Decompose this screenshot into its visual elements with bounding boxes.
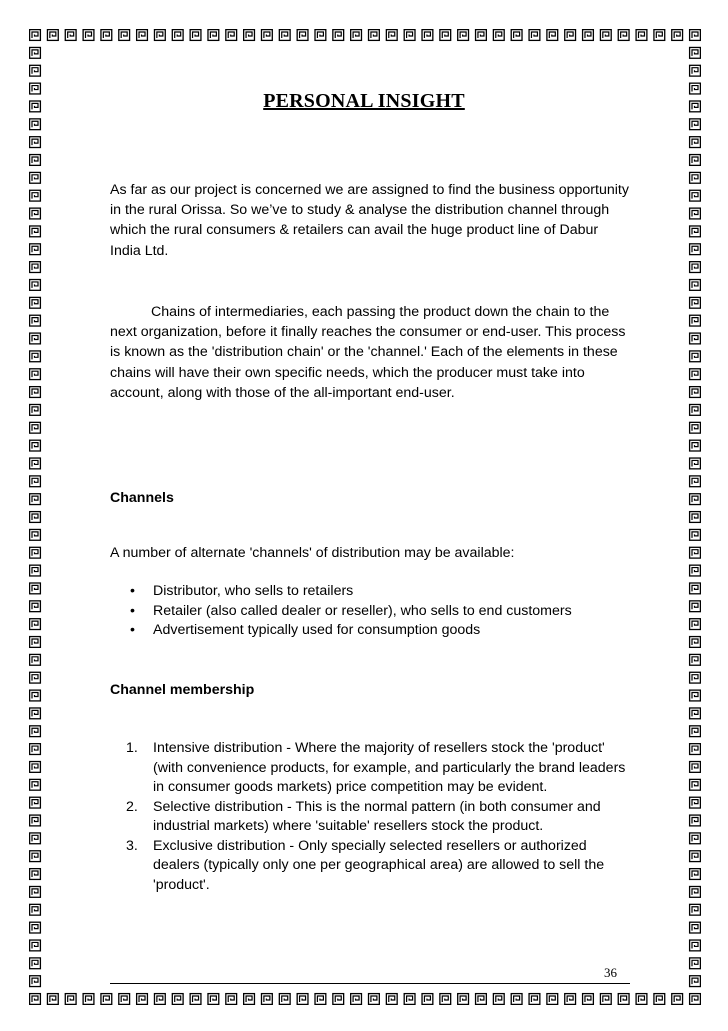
border-tile-icon: [654, 994, 665, 1005]
border-tile-icon: [261, 994, 272, 1005]
border-tile-icon: [690, 940, 701, 951]
border-tile-icon: [208, 994, 219, 1005]
border-tile-icon: [690, 404, 701, 415]
border-tile-icon: [690, 654, 701, 665]
border-tile-icon: [690, 833, 701, 844]
border-tile-icon: [690, 529, 701, 540]
border-tile-icon: [404, 30, 415, 41]
border-tile-icon: [690, 422, 701, 433]
border-tile-icon: [30, 690, 41, 701]
border-tile-icon: [458, 30, 469, 41]
border-tile-icon: [279, 30, 290, 41]
border-tile-icon: [261, 30, 272, 41]
list-item: • Distributor, who sells to retailers: [110, 582, 572, 602]
border-tile-icon: [690, 47, 701, 58]
list-number: 2.: [126, 798, 138, 815]
border-tile-icon: [690, 458, 701, 469]
border-tile-icon: [30, 779, 41, 790]
border-tile-icon: [30, 547, 41, 558]
border-tile-icon: [636, 994, 647, 1005]
border-tile-icon: [690, 226, 701, 237]
border-tile-icon: [351, 994, 362, 1005]
border-tile-icon: [422, 994, 433, 1005]
border-tile-icon: [690, 726, 701, 737]
membership-numbered-list: [110, 739, 630, 895]
border-tile-icon: [690, 869, 701, 880]
border-tile-icon: [30, 476, 41, 487]
border-tile-icon: [30, 30, 41, 41]
border-tile-icon: [30, 637, 41, 648]
border-tile-icon: [690, 476, 701, 487]
border-tile-icon: [690, 494, 701, 505]
border-tile-icon: [30, 726, 41, 737]
border-tile-icon: [600, 994, 611, 1005]
border-tile-icon: [440, 30, 451, 41]
border-tile-icon: [30, 172, 41, 183]
border-tile-icon: [30, 762, 41, 773]
border-tile-icon: [690, 315, 701, 326]
border-tile-icon: [30, 851, 41, 862]
border-tile-icon: [351, 30, 362, 41]
list-item: • Retailer (also called dealer or reseller), who sells to end customers: [110, 602, 572, 622]
border-tile-icon: [137, 994, 148, 1005]
border-tile-icon: [690, 904, 701, 915]
border-tile-icon: [690, 565, 701, 576]
border-tile-icon: [30, 387, 41, 398]
border-tile-icon: [386, 30, 397, 41]
border-tile-icon: [47, 994, 58, 1005]
border-tile-icon: [690, 690, 701, 701]
border-tile-icon: [654, 30, 665, 41]
border-tile-icon: [30, 869, 41, 880]
border-tile-icon: [30, 494, 41, 505]
border-tile-icon: [404, 994, 415, 1005]
border-tile-icon: [493, 994, 504, 1005]
border-tile-icon: [690, 976, 701, 987]
border-tile-icon: [690, 744, 701, 755]
border-tile-icon: [30, 119, 41, 130]
border-tile-icon: [386, 994, 397, 1005]
border-tile-icon: [30, 226, 41, 237]
border-tile-icon: [30, 315, 41, 326]
list-item: • Advertisement typically used for consumption goods: [110, 621, 572, 641]
border-tile-icon: [690, 119, 701, 130]
border-tile-icon: [30, 333, 41, 344]
border-tile-icon: [30, 47, 41, 58]
border-tile-icon: [529, 994, 540, 1005]
border-tile-icon: [690, 440, 701, 451]
border-tile-icon: [30, 904, 41, 915]
footer-rule: [110, 983, 630, 984]
paragraph-distribution-chain: Chains of intermediaries, each passing the product down the chain to the next organization, before it finally reaches the consumer or end-user. This process is known as the 'distribution chain' or the 'channel.' Each of the elements in these chains will have their own specific needs, which the producer must take into account, along with those of the all-important end-user.: [110, 304, 626, 401]
border-tile-icon: [476, 994, 487, 1005]
border-tile-icon: [30, 601, 41, 612]
border-tile-icon: [565, 994, 576, 1005]
border-tile-icon: [30, 404, 41, 415]
border-tile-icon: [101, 30, 112, 41]
border-tile-icon: [690, 244, 701, 255]
border-tile-icon: [30, 458, 41, 469]
list-item: 2. Selective distribution - This is the normal pattern (in both consumer and industrial markets) where 'suitable' resellers stock the product.: [126, 798, 601, 834]
border-tile-icon: [690, 958, 701, 969]
border-tile-icon: [297, 30, 308, 41]
border-tile-icon: [618, 30, 629, 41]
border-tile-icon: [47, 30, 58, 41]
border-tile-icon: [83, 30, 94, 41]
border-tile-icon: [315, 994, 326, 1005]
border-tile-icon: [226, 30, 237, 41]
border-tile-icon: [30, 280, 41, 291]
border-tile-icon: [690, 619, 701, 630]
border-tile-icon: [30, 137, 41, 148]
border-tile-icon: [440, 994, 451, 1005]
border-tile-icon: [672, 30, 683, 41]
border-tile-icon: [30, 65, 41, 76]
border-tile-icon: [547, 994, 558, 1005]
border-tile-icon: [190, 994, 201, 1005]
border-tile-icon: [690, 155, 701, 166]
border-tile-icon: [65, 994, 76, 1005]
border-tile-icon: [618, 994, 629, 1005]
border-tile-icon: [690, 208, 701, 219]
border-tile-icon: [690, 922, 701, 933]
border-tile-icon: [30, 672, 41, 683]
border-tile-icon: [600, 30, 611, 41]
border-tile-icon: [690, 333, 701, 344]
border-tile-icon: [690, 65, 701, 76]
border-tile-icon: [565, 30, 576, 41]
border-tile-icon: [30, 208, 41, 219]
border-tile-icon: [30, 922, 41, 933]
border-tile-icon: [30, 976, 41, 987]
border-tile-icon: [333, 30, 344, 41]
border-tile-icon: [315, 30, 326, 41]
border-tile-icon: [244, 994, 255, 1005]
border-tile-icon: [369, 30, 380, 41]
list-item: 1. Intensive distribution - Where the majority of resellers stock the 'product' (with convenience products, for example, and particularly the brand leaders in consumer goods markets) price competition may be evident.: [126, 740, 626, 795]
border-tile-icon: [690, 779, 701, 790]
border-tile-icon: [458, 994, 469, 1005]
border-tile-icon: [690, 851, 701, 862]
border-tile-icon: [30, 262, 41, 273]
border-tile-icon: [30, 619, 41, 630]
border-tile-icon: [690, 886, 701, 897]
border-tile-icon: [226, 994, 237, 1005]
border-tile-icon: [690, 280, 701, 291]
bullet-icon: •: [130, 583, 135, 599]
border-tile-icon: [119, 30, 130, 41]
border-tile-icon: [493, 30, 504, 41]
section-heading-channels: Channels: [110, 490, 174, 506]
bullet-icon: •: [130, 622, 135, 638]
border-tile-icon: [30, 940, 41, 951]
border-tile-icon: [583, 30, 594, 41]
border-tile-icon: [690, 137, 701, 148]
page-title: PERSONAL INSIGHT: [263, 90, 465, 112]
border-tile-icon: [208, 30, 219, 41]
border-tile-icon: [154, 994, 165, 1005]
list-number: 1.: [126, 740, 138, 756]
border-tile-icon: [690, 512, 701, 523]
border-tile-icon: [154, 30, 165, 41]
border-tile-icon: [690, 797, 701, 808]
list-number: 3.: [126, 837, 138, 854]
list-item: 3. Exclusive distribution - Only specially selected resellers or authorized dealers (typically only one per geographical area) are allowed to sell the 'product'.: [126, 837, 605, 893]
border-tile-icon: [690, 994, 701, 1005]
border-tile-icon: [30, 512, 41, 523]
border-tile-icon: [30, 815, 41, 826]
border-tile-icon: [690, 762, 701, 773]
border-tile-icon: [190, 30, 201, 41]
border-tile-icon: [583, 994, 594, 1005]
border-tile-icon: [30, 797, 41, 808]
border-tile-icon: [172, 30, 183, 41]
border-tile-icon: [30, 351, 41, 362]
border-tile-icon: [690, 547, 701, 558]
border-tile-icon: [690, 583, 701, 594]
border-tile-icon: [422, 30, 433, 41]
border-tile-icon: [30, 833, 41, 844]
border-tile-icon: [101, 994, 112, 1005]
border-tile-icon: [119, 994, 130, 1005]
border-tile-icon: [30, 654, 41, 665]
border-tile-icon: [30, 529, 41, 540]
border-tile-icon: [690, 815, 701, 826]
border-tile-icon: [511, 994, 522, 1005]
paragraph-intro: As far as our project is concerned we are assigned to find the business opportunity in the rural Orissa. So we’ve to study & analyse the distribution channel through which the rural consumers & retailers can avail the huge product line of Dabur India Ltd.: [110, 182, 629, 259]
border-tile-icon: [476, 30, 487, 41]
border-tile-icon: [672, 994, 683, 1005]
border-tile-icon: [690, 637, 701, 648]
border-tile-icon: [30, 958, 41, 969]
border-tile-icon: [547, 30, 558, 41]
border-tile-icon: [30, 565, 41, 576]
border-tile-icon: [690, 172, 701, 183]
border-tile-icon: [297, 994, 308, 1005]
border-tile-icon: [636, 30, 647, 41]
border-tile-icon: [690, 190, 701, 201]
border-tile-icon: [30, 369, 41, 380]
border-tile-icon: [690, 387, 701, 398]
border-tile-icon: [690, 708, 701, 719]
border-tile-icon: [30, 422, 41, 433]
border-tile-icon: [30, 440, 41, 451]
border-tile-icon: [30, 297, 41, 308]
border-tile-icon: [137, 30, 148, 41]
border-tile-icon: [30, 886, 41, 897]
border-tile-icon: [690, 297, 701, 308]
border-tile-icon: [30, 155, 41, 166]
channels-intro: A number of alternate 'channels' of distribution may be available:: [110, 545, 515, 561]
border-tile-icon: [30, 190, 41, 201]
border-tile-icon: [30, 994, 41, 1005]
border-tile-icon: [690, 369, 701, 380]
border-tile-icon: [30, 244, 41, 255]
border-tile-icon: [529, 30, 540, 41]
border-tile-icon: [83, 994, 94, 1005]
border-tile-icon: [30, 708, 41, 719]
page-number: 36: [604, 965, 617, 980]
border-tile-icon: [690, 262, 701, 273]
border-tile-icon: [690, 672, 701, 683]
border-tile-icon: [369, 994, 380, 1005]
bullet-icon: •: [130, 602, 135, 619]
border-tile-icon: [690, 30, 701, 41]
border-tile-icon: [279, 994, 290, 1005]
border-tile-icon: [30, 744, 41, 755]
border-tile-icon: [511, 30, 522, 41]
section-heading-channel-membership: Channel membership: [110, 682, 255, 698]
channels-bullet-list: [110, 582, 572, 641]
border-tile-icon: [244, 30, 255, 41]
border-tile-icon: [690, 351, 701, 362]
border-tile-icon: [333, 994, 344, 1005]
border-tile-icon: [65, 30, 76, 41]
border-tile-icon: [690, 601, 701, 612]
border-tile-icon: [30, 583, 41, 594]
border-tile-icon: [172, 994, 183, 1005]
